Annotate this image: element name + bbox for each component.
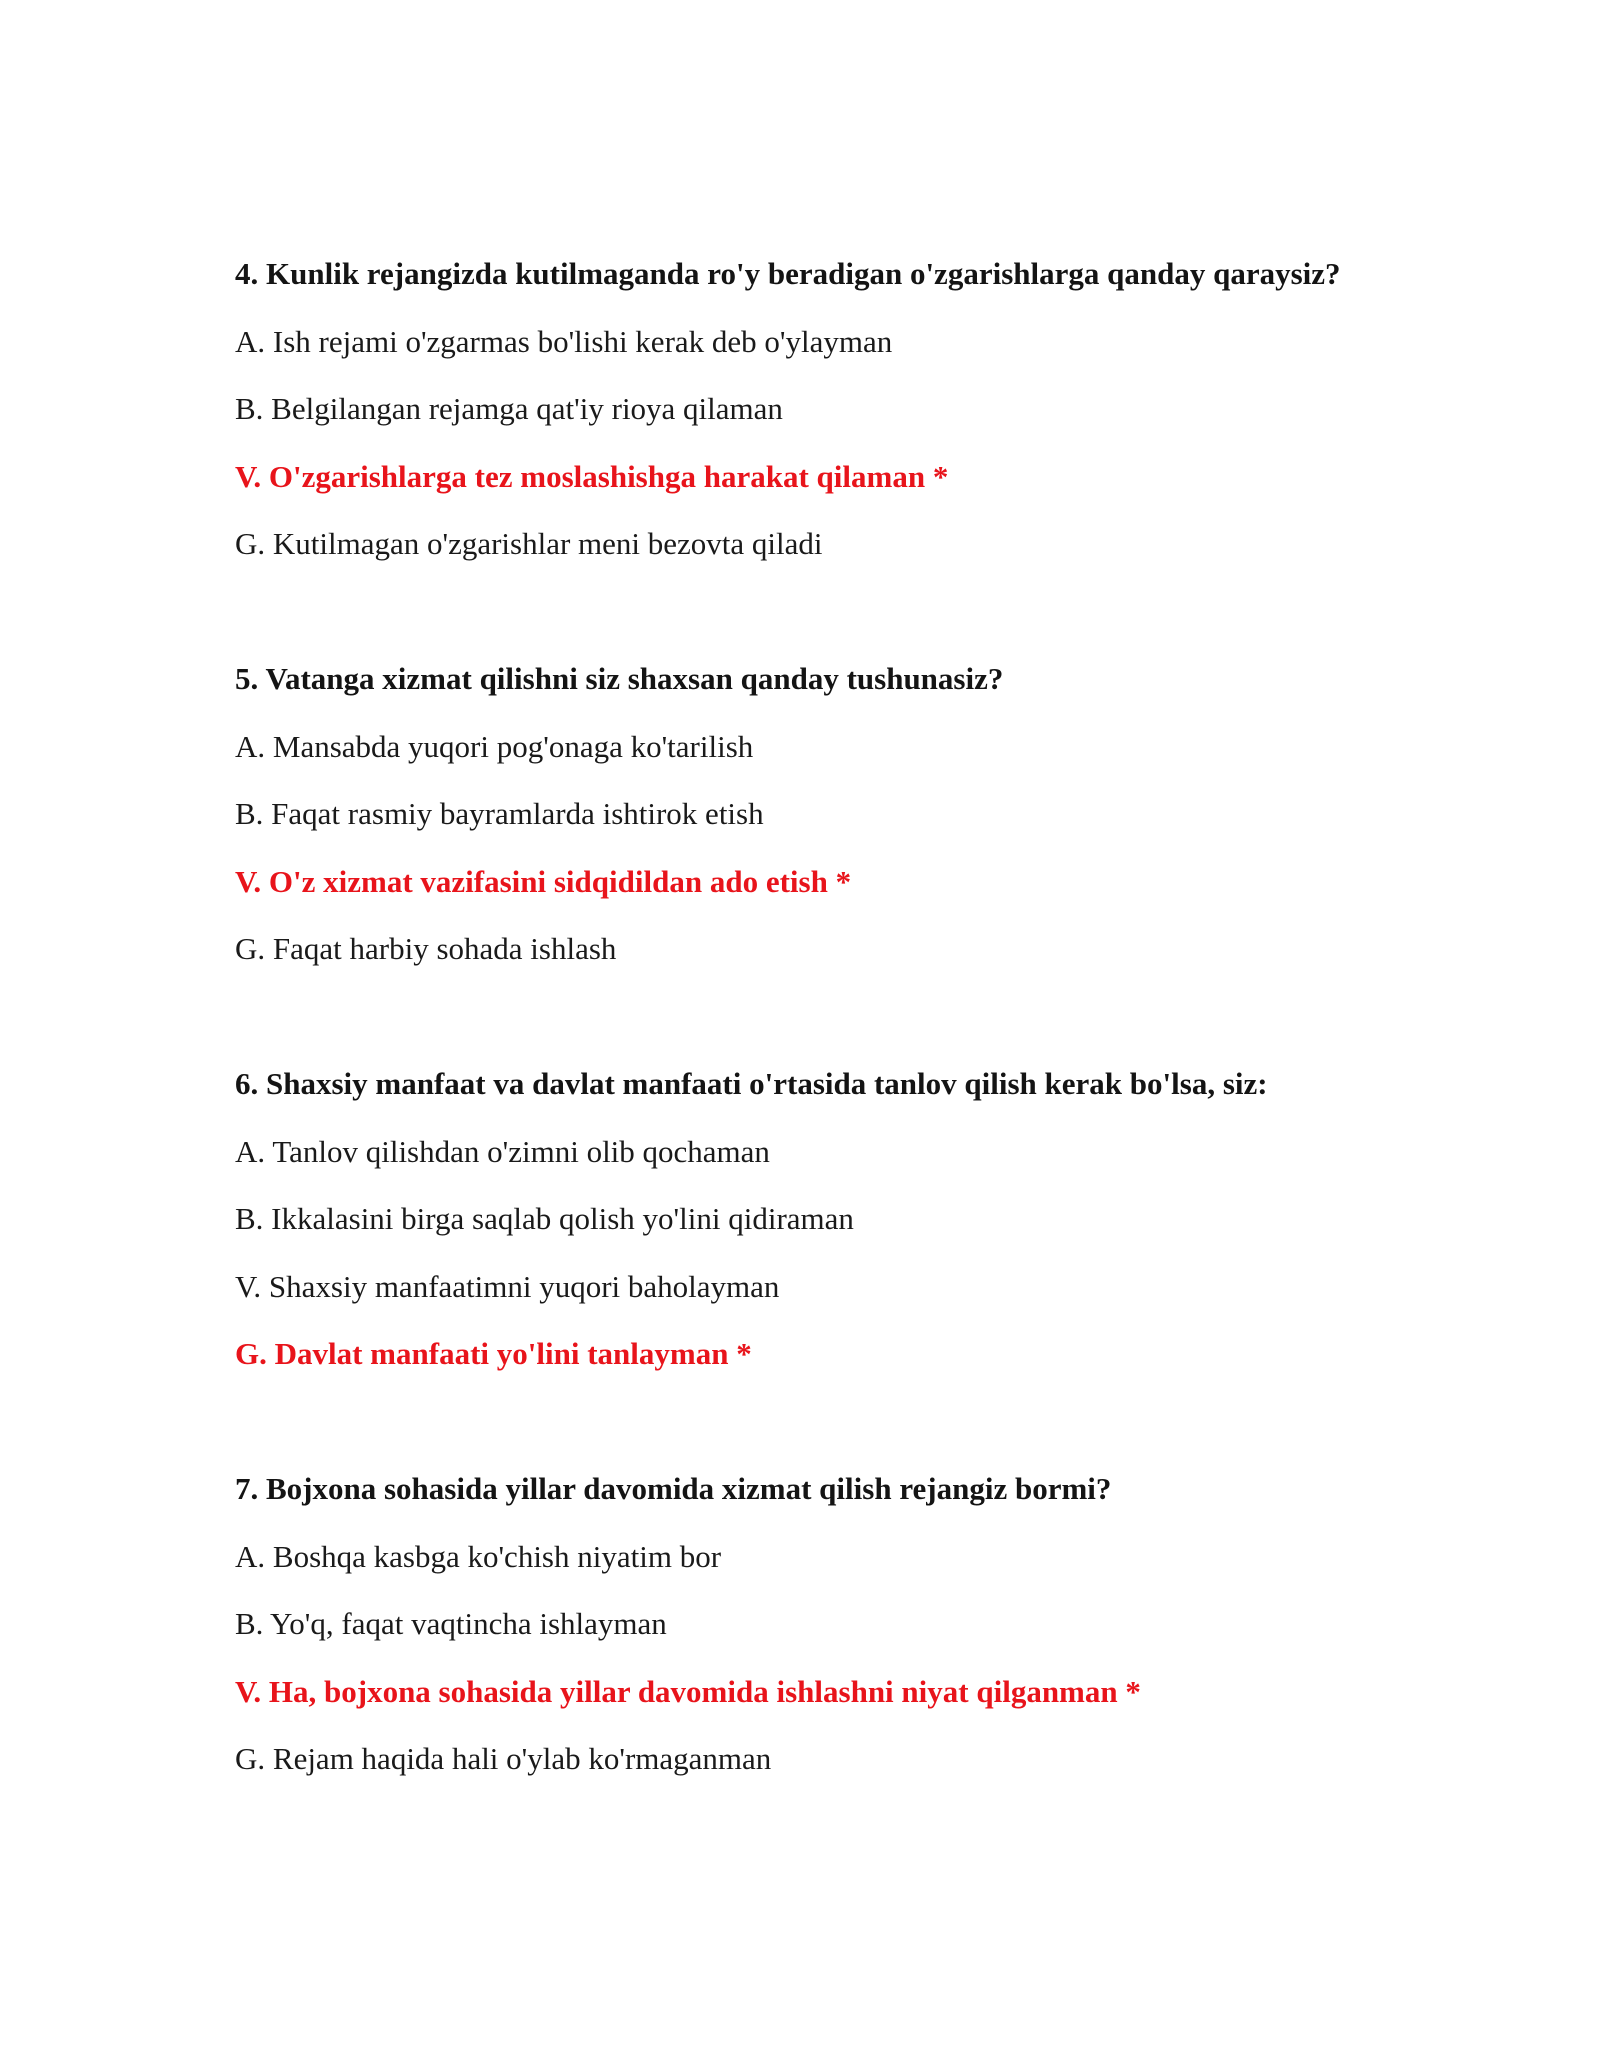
answer-option-g-correct: G. Davlat manfaati yo'lini tanlayman *: [235, 1336, 752, 1371]
answer-option-v-correct: V. O'z xizmat vazifasini sidqidildan ado etish *: [235, 863, 852, 899]
answer-option-g: G. Rejam haqida hali o'ylab ko'rmaganman: [235, 1741, 772, 1776]
answer-option-g: G. Kutilmagan o'zgarishlar meni bezovta qiladi: [235, 526, 823, 561]
answer-option-a: A. Tanlov qilishdan o'zimni olib qochaman: [235, 1133, 770, 1169]
answer-option-a: A. Mansabda yuqori pog'onaga ko'tarilish: [235, 728, 754, 764]
answer-option-g: G. Faqat harbiy sohada ishlash: [235, 931, 617, 966]
question-title: 4. Kunlik rejangizda kutilmaganda ro'y beradigan o'zgarishlarga qanday qaraysiz?: [235, 256, 1341, 291]
question-block-4: [235, 252, 1435, 590]
answer-option-b: B. Yo'q, faqat vaqtincha ishlayman: [235, 1606, 667, 1641]
answer-option-a: A. Ish rejami o'zgarmas bo'lishi kerak deb o'ylayman: [235, 323, 893, 359]
answer-option-v-correct: V. Ha, bojxona sohasida yillar davomida ishlashni niyat qilganman *: [235, 1673, 1141, 1709]
question-block-5: [235, 657, 1435, 995]
question-block-6: [235, 1062, 1435, 1400]
answer-option-b: B. Faqat rasmiy bayramlarda ishtirok etish: [235, 796, 764, 831]
question-block-7: [235, 1467, 1435, 1805]
question-title: 7. Bojxona sohasida yillar davomida xizmat qilish rejangiz bormi?: [235, 1471, 1112, 1506]
answer-option-a: A. Boshqa kasbga ko'chish niyatim bor: [235, 1538, 722, 1574]
answer-option-v-correct: V. O'zgarishlarga tez moslashishga harakat qilaman *: [235, 458, 949, 494]
answer-option-b: B. Belgilangan rejamga qat'iy rioya qilaman: [235, 391, 783, 426]
answer-option-v: V. Shaxsiy manfaatimni yuqori baholayman: [235, 1268, 780, 1304]
question-title: 6. Shaxsiy manfaat va davlat manfaati o'rtasida tanlov qilish kerak bo'lsa, siz:: [235, 1066, 1268, 1101]
question-title: 5. Vatanga xizmat qilishni siz shaxsan qanday tushunasiz?: [235, 661, 1004, 696]
answer-option-b: B. Ikkalasini birga saqlab qolish yo'lini qidiraman: [235, 1201, 854, 1236]
